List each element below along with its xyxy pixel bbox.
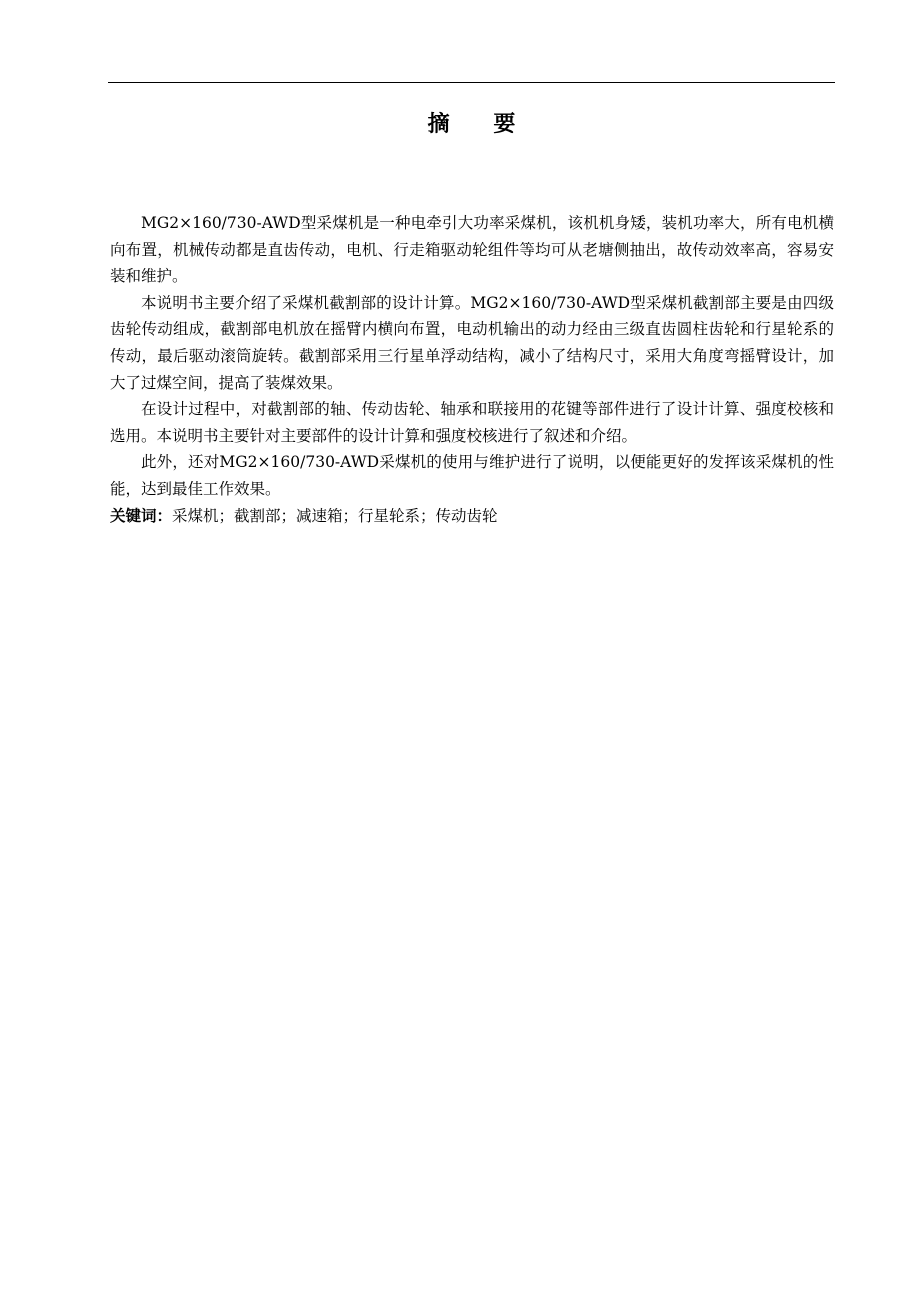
abstract-title: 摘 要 <box>427 112 534 137</box>
keywords-text: 采煤机；截割部；减速箱；行星轮系；传动齿轮 <box>172 506 498 525</box>
keywords-label: 关键词： <box>110 506 173 525</box>
abstract-paragraph-2: 本说明书主要介绍了采煤机截割部的设计计算。MG2×160/730-AWD型采煤机截割部主要是由四级齿轮传动组成，截割部电机放在摇臂内横向布置，电动机输出的动力经由三级直齿圆柱齿轮和行星轮系的传动，最后驱动滚筒旋转。截割部采用三行星单浮动结构，减小了结构尺寸，采用大角度弯摇臂设计，加大了过煤空间，提高了装煤效果。 <box>110 293 834 392</box>
header-rule <box>108 82 835 83</box>
abstract-paragraph-3: 在设计过程中，对截割部的轴、传动齿轮、轴承和联接用的花键等部件进行了设计计算、强度校核和选用。本说明书主要针对主要部件的设计计算和强度校核进行了叙述和介绍。 <box>110 400 834 445</box>
keywords-line <box>110 503 834 530</box>
abstract-paragraph-1: MG2×160/730-AWD型采煤机是一种电牵引大功率采煤机，该机机身矮，装机功率大，所有电机横向布置，机械传动都是直齿传动，电机、行走箱驱动轮组件等均可从老塘侧抽出，故传动效率高，容易安装和维护。 <box>110 214 834 286</box>
abstract-paragraph-4: 此外，还对MG2×160/730-AWD采煤机的使用与维护进行了说明，以便能更好的发挥该采煤机的性能，达到最佳工作效果。 <box>110 453 834 498</box>
abstract-body <box>110 210 834 529</box>
